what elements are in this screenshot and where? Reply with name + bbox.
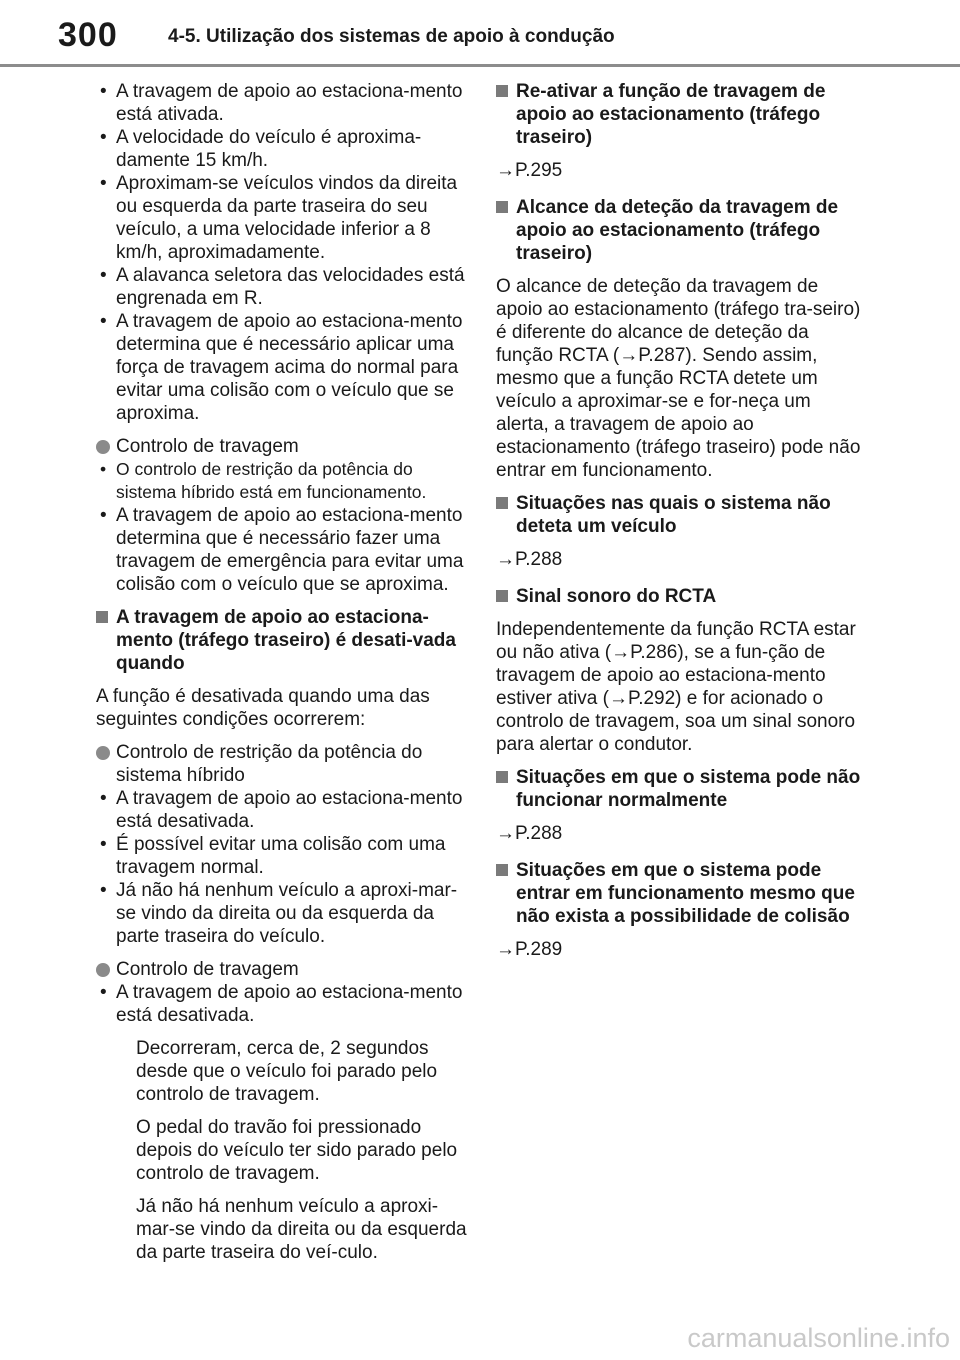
deactivated-text: A função é desativada quando uma das seguintes condições ocorrerem: <box>96 686 430 730</box>
list-item: • A velocidade do veículo é aproxima-damente 15 km/h. <box>96 126 468 172</box>
square-bullet-icon <box>496 864 508 876</box>
rcta-buzzer-text: Independentemente da função RCTA estar ou não ativa (→P.286), se a fun-ção de travagem de apoio ao estaciona-mento estiver ativa (→P.292) e for acionado o controlo de travagem, soa um sinal sonoro para alertar o condutor. <box>496 619 856 755</box>
indented-paragraph: Decorreram, cerca de, 2 segundos desde que o veículo foi parado pelo controlo de travagem. <box>136 1038 438 1105</box>
rcta-buzzer-heading: Sinal sonoro do RCTA <box>496 585 866 608</box>
circle-bullet-icon <box>96 440 110 454</box>
list-item: • O controlo de restrição da potência do sistema híbrido está em funcionamento. <box>96 458 468 504</box>
no-detection-heading: Situações nas quais o sistema não deteta um veículo <box>496 492 866 538</box>
list-item: • Já não há nenhum veículo a aproxi-mar-se vindo da direita ou da esquerda da parte traseira do veículo. <box>96 879 468 948</box>
brake-control-bullet-list <box>96 458 468 596</box>
indented-paragraph: O pedal do travão foi pressionado depois do veículo ter sido parado pelo controlo de travagem. <box>136 1117 458 1184</box>
list-item: • A travagem de apoio ao estaciona-mento está desativada. <box>96 981 468 1027</box>
square-bullet-icon <box>96 611 108 623</box>
list-item: • É possível evitar uma colisão com uma travagem normal. <box>96 833 468 879</box>
page-reference: →P.289 <box>496 939 563 960</box>
left-column <box>96 80 468 1274</box>
indented-paragraph: Já não há nenhum veículo a aproxi-mar-se vindo da direita ou da esquerda da parte traseira do veí-culo. <box>136 1196 467 1263</box>
deactivated-heading: A travagem de apoio ao estaciona-mento (tráfego traseiro) é desati-vada quando <box>96 606 468 675</box>
detection-range-heading: Alcance da deteção da travagem de apoio ao estacionamento (tráfego traseiro) <box>496 196 866 265</box>
power-restriction-heading: Controlo de restrição da potência do sistema híbrido <box>96 741 468 787</box>
brake-control-2-heading: Controlo de travagem <box>96 958 468 981</box>
unwarranted-operation-heading: Situações em que o sistema pode entrar em funcionamento mesmo que não exista a possibilidade de colisão <box>496 859 866 928</box>
page-reference: →P.288 <box>496 549 563 570</box>
page-reference: →P.288 <box>496 823 563 844</box>
list-item: • A travagem de apoio ao estaciona-mento determina que é necessário aplicar uma força de travagem acima do normal para evitar uma colisão com o veículo que se aproxima. <box>96 310 468 425</box>
square-bullet-icon <box>496 771 508 783</box>
reactivate-heading: Re-ativar a função de travagem de apoio ao estacionamento (tráfego traseiro) <box>496 80 866 149</box>
page-number: 300 <box>58 16 118 54</box>
square-bullet-icon <box>496 590 508 602</box>
right-column <box>496 80 866 975</box>
list-item: • A alavanca seletora das velocidades está engrenada em R. <box>96 264 468 310</box>
page-reference: →P.295 <box>496 160 563 181</box>
square-bullet-icon <box>496 201 508 213</box>
abnormal-operation-heading: Situações em que o sistema pode não funcionar normalmente <box>496 766 866 812</box>
square-bullet-icon <box>496 85 508 97</box>
detection-range-text: O alcance de deteção da travagem de apoio ao estacionamento (tráfego tra-seiro) é diferente do alcance de deteção da função RCTA (→P.287). Sendo assim, mesmo que a função RCTA detete um veículo a aproximar-se e for-neça um alerta, a travagem de apoio ao estacionamento (tráfego traseiro) pode não entrar em funcionamento. <box>496 276 861 481</box>
header-rule <box>0 64 960 67</box>
list-item: • A travagem de apoio ao estaciona-mento está ativada. <box>96 80 468 126</box>
list-item: • A travagem de apoio ao estaciona-mento está desativada. <box>96 787 468 833</box>
watermark: carmanualsonline.info <box>687 1323 950 1353</box>
circle-bullet-icon <box>96 963 110 977</box>
brake-control-2-bullet-list <box>96 981 468 1027</box>
section-title: 4-5. Utilização dos sistemas de apoio à condução <box>168 26 615 47</box>
square-bullet-icon <box>496 497 508 509</box>
page-header <box>0 0 960 66</box>
intro-bullet-list <box>96 80 468 425</box>
list-item: • A travagem de apoio ao estaciona-mento determina que é necessário fazer uma travagem de emergência para evitar uma colisão com o veículo que se aproxima. <box>96 504 468 596</box>
list-item: • Aproximam-se veículos vindos da direita ou esquerda da parte traseira do seu veículo, a uma velocidade inferior a 8 km/h, aproximadamente. <box>96 172 468 264</box>
power-restriction-bullet-list <box>96 787 468 948</box>
brake-control-heading: Controlo de travagem <box>96 435 468 458</box>
circle-bullet-icon <box>96 746 110 760</box>
